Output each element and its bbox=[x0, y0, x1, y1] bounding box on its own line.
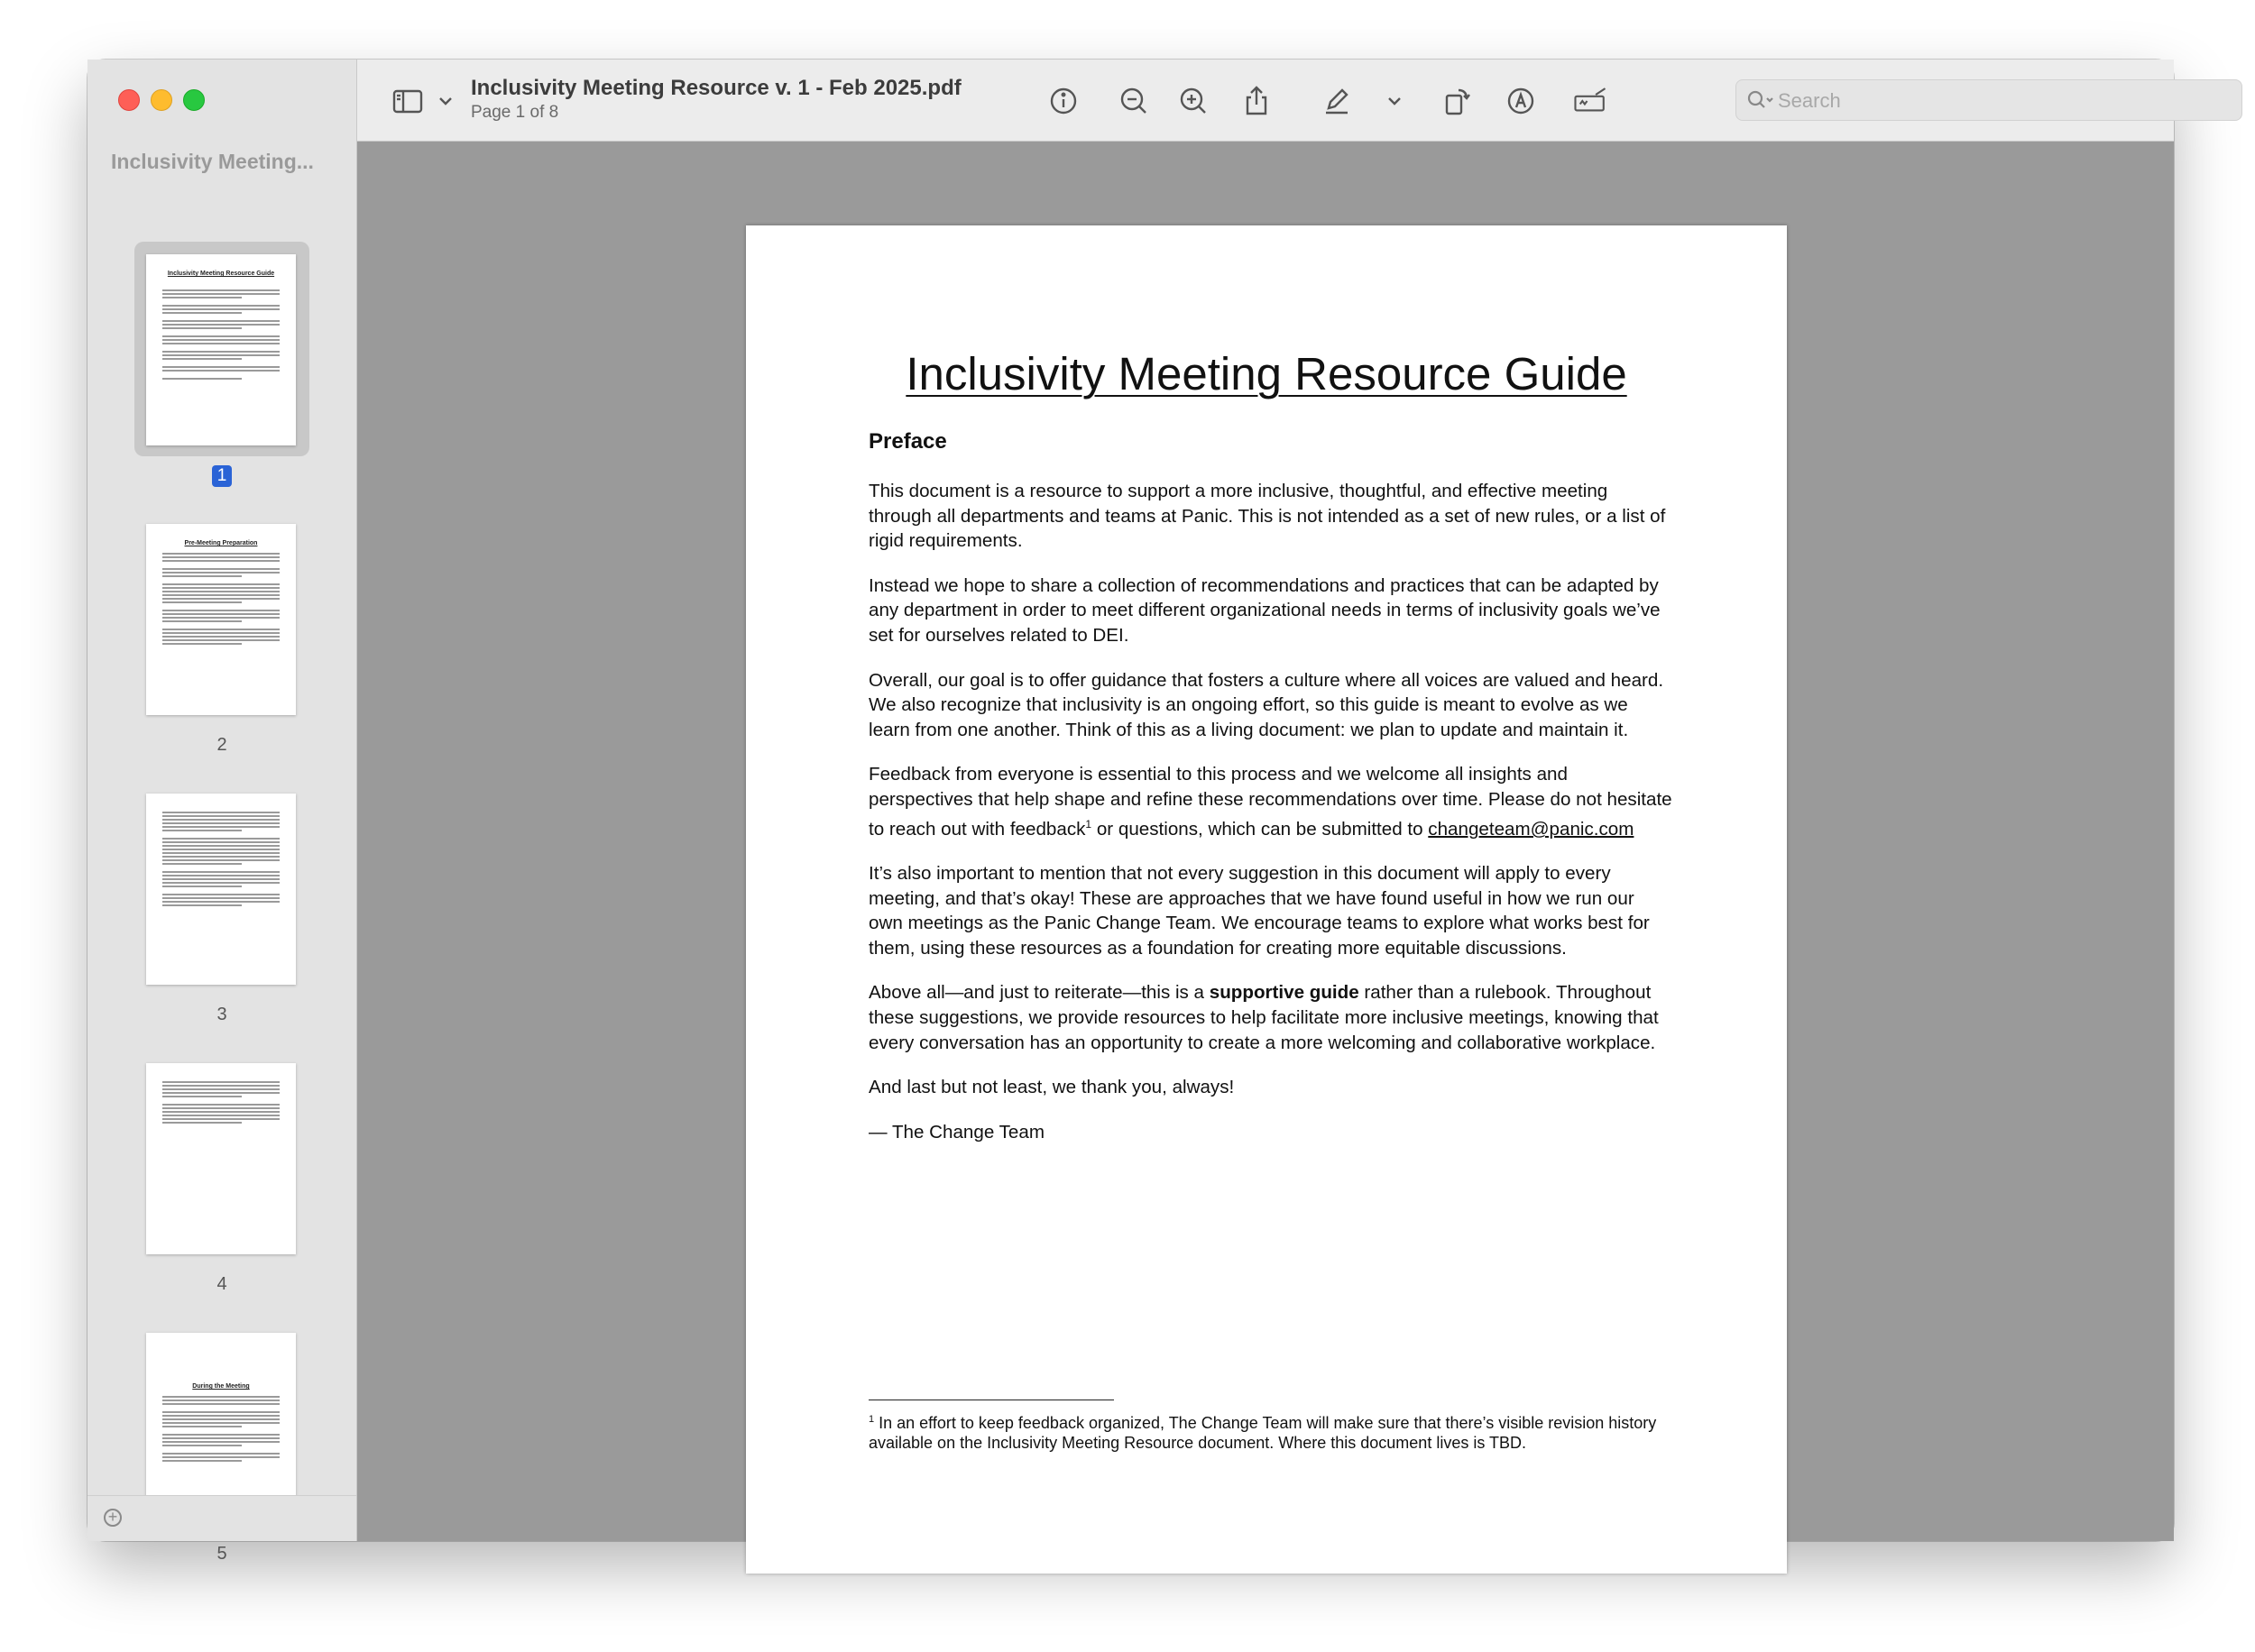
zoom-out-icon[interactable] bbox=[1116, 83, 1152, 119]
thumbnail-page-number: 3 bbox=[216, 1005, 227, 1024]
preview-window bbox=[87, 60, 2174, 1564]
paragraph: This document is a resource to support a more inclusive, thoughtful, and effective meeting through all departments and teams at Panic. This is not intended as a set of new rules, or a list of rigid requirements. bbox=[869, 481, 1666, 552]
page-thumbnail[interactable] bbox=[146, 254, 296, 445]
chevron-down-icon[interactable] bbox=[1376, 83, 1394, 119]
sidebar-toggle-icon[interactable] bbox=[390, 83, 426, 119]
thumbnail-page-number: 4 bbox=[216, 1274, 227, 1294]
page-thumbnail[interactable] bbox=[146, 1063, 296, 1254]
add-page-icon[interactable]: + bbox=[104, 1509, 122, 1527]
toolbar bbox=[357, 60, 2174, 142]
thumbnail-sidebar bbox=[87, 60, 357, 1564]
minimize-window-button[interactable] bbox=[151, 89, 172, 111]
footnote-marker[interactable]: 1 bbox=[1085, 817, 1092, 831]
search-input[interactable] bbox=[1776, 86, 2222, 116]
page-indicator: Page 1 of 8 bbox=[471, 103, 559, 122]
thumbnail-page-number: 2 bbox=[216, 735, 227, 755]
search-icon bbox=[1745, 87, 1776, 115]
sidebar-title: Inclusivity Meeting... bbox=[111, 150, 314, 173]
page-heading: Inclusivity Meeting Resource Guide bbox=[906, 348, 1627, 399]
paragraph: Overall, our goal is to offer guidance that fosters a culture where all voices are valued and heard. We also recognize that inclusivity is an ongoing effort, so this guide is meant to evolve as we learn from one another. Think of this as a living document: we plan to update and maintain it. bbox=[869, 669, 1664, 740]
paragraph: It’s also important to mention that not every suggestion in this document will apply to every meeting, and that’s okay! These are approaches that we have found useful in how we run our own meetings as the Panic Change Team. We encourage teams to explore what works best for them, using these resources as a foundation for creating more equitable discussions. bbox=[869, 862, 1650, 959]
thumbnail-title: Pre-Meeting Preparation bbox=[184, 540, 258, 546]
paragraph: Above all—and just to reiterate—this is a supportive guide rather than a rulebook. Throughout these suggestions, we provide resources to help facilitate more inclusive meetings, knowing that every conversation has an opportunity to create a more welcoming and collaborative workplace. bbox=[869, 982, 1659, 1053]
annotate-icon[interactable] bbox=[1503, 83, 1539, 119]
page-thumbnail[interactable] bbox=[146, 524, 296, 715]
paragraph: And last but not least, we thank you, always! bbox=[869, 1077, 1235, 1098]
share-icon[interactable] bbox=[1238, 83, 1275, 119]
thumbnail-title: Inclusivity Meeting Resource Guide bbox=[167, 271, 275, 277]
zoom-in-icon[interactable] bbox=[1175, 83, 1211, 119]
document-title: Inclusivity Meeting Resource v. 1 - Feb 2025.pdf bbox=[471, 76, 962, 100]
signoff: — The Change Team bbox=[869, 1121, 1045, 1143]
document-viewport[interactable] bbox=[357, 142, 2174, 1541]
section-heading: Preface bbox=[869, 429, 947, 454]
thumbnail-page-number: 1 bbox=[87, 465, 356, 487]
document-body bbox=[869, 479, 1673, 1164]
pdf-page bbox=[746, 225, 1787, 1574]
close-window-button[interactable] bbox=[118, 89, 140, 111]
footnote: $^1$ In an effort to keep feedback organized, The Change Team will make sure that there’s visible revision history available on the Inclusivity Meeting Resource document. Where this document lives is TBD. bbox=[869, 1414, 1657, 1452]
search-field[interactable] bbox=[1735, 79, 2242, 121]
email-link[interactable]: changeteam@panic.com bbox=[1428, 818, 1634, 840]
signature-icon[interactable] bbox=[1572, 83, 1614, 119]
thumbnail-page-number: 5 bbox=[216, 1544, 227, 1564]
markup-pen-icon[interactable] bbox=[1319, 83, 1355, 119]
zoom-window-button[interactable] bbox=[183, 89, 205, 111]
paragraph: Instead we hope to share a collection of recommendations and practices that can be adapted by any department in order to meet different organizational needs in terms of inclusivity goals we’ve set for ourselves related to DEI. bbox=[869, 574, 1661, 646]
rotate-icon[interactable] bbox=[1439, 83, 1475, 119]
info-icon[interactable] bbox=[1045, 83, 1081, 119]
paragraph: Feedback from everyone is essential to this process and we welcome all insights and perspectives that help shape and refine these recommendations over time. Please do not hesitate to reach out with feedback$^1$ or questions, which can be submitted to changeteam@panic.com bbox=[869, 764, 1672, 840]
thumbnail-title: During the Meeting bbox=[192, 1383, 250, 1390]
chevron-down-icon[interactable] bbox=[428, 83, 446, 119]
page-thumbnail[interactable] bbox=[146, 794, 296, 985]
sidebar-footer bbox=[87, 1495, 356, 1541]
